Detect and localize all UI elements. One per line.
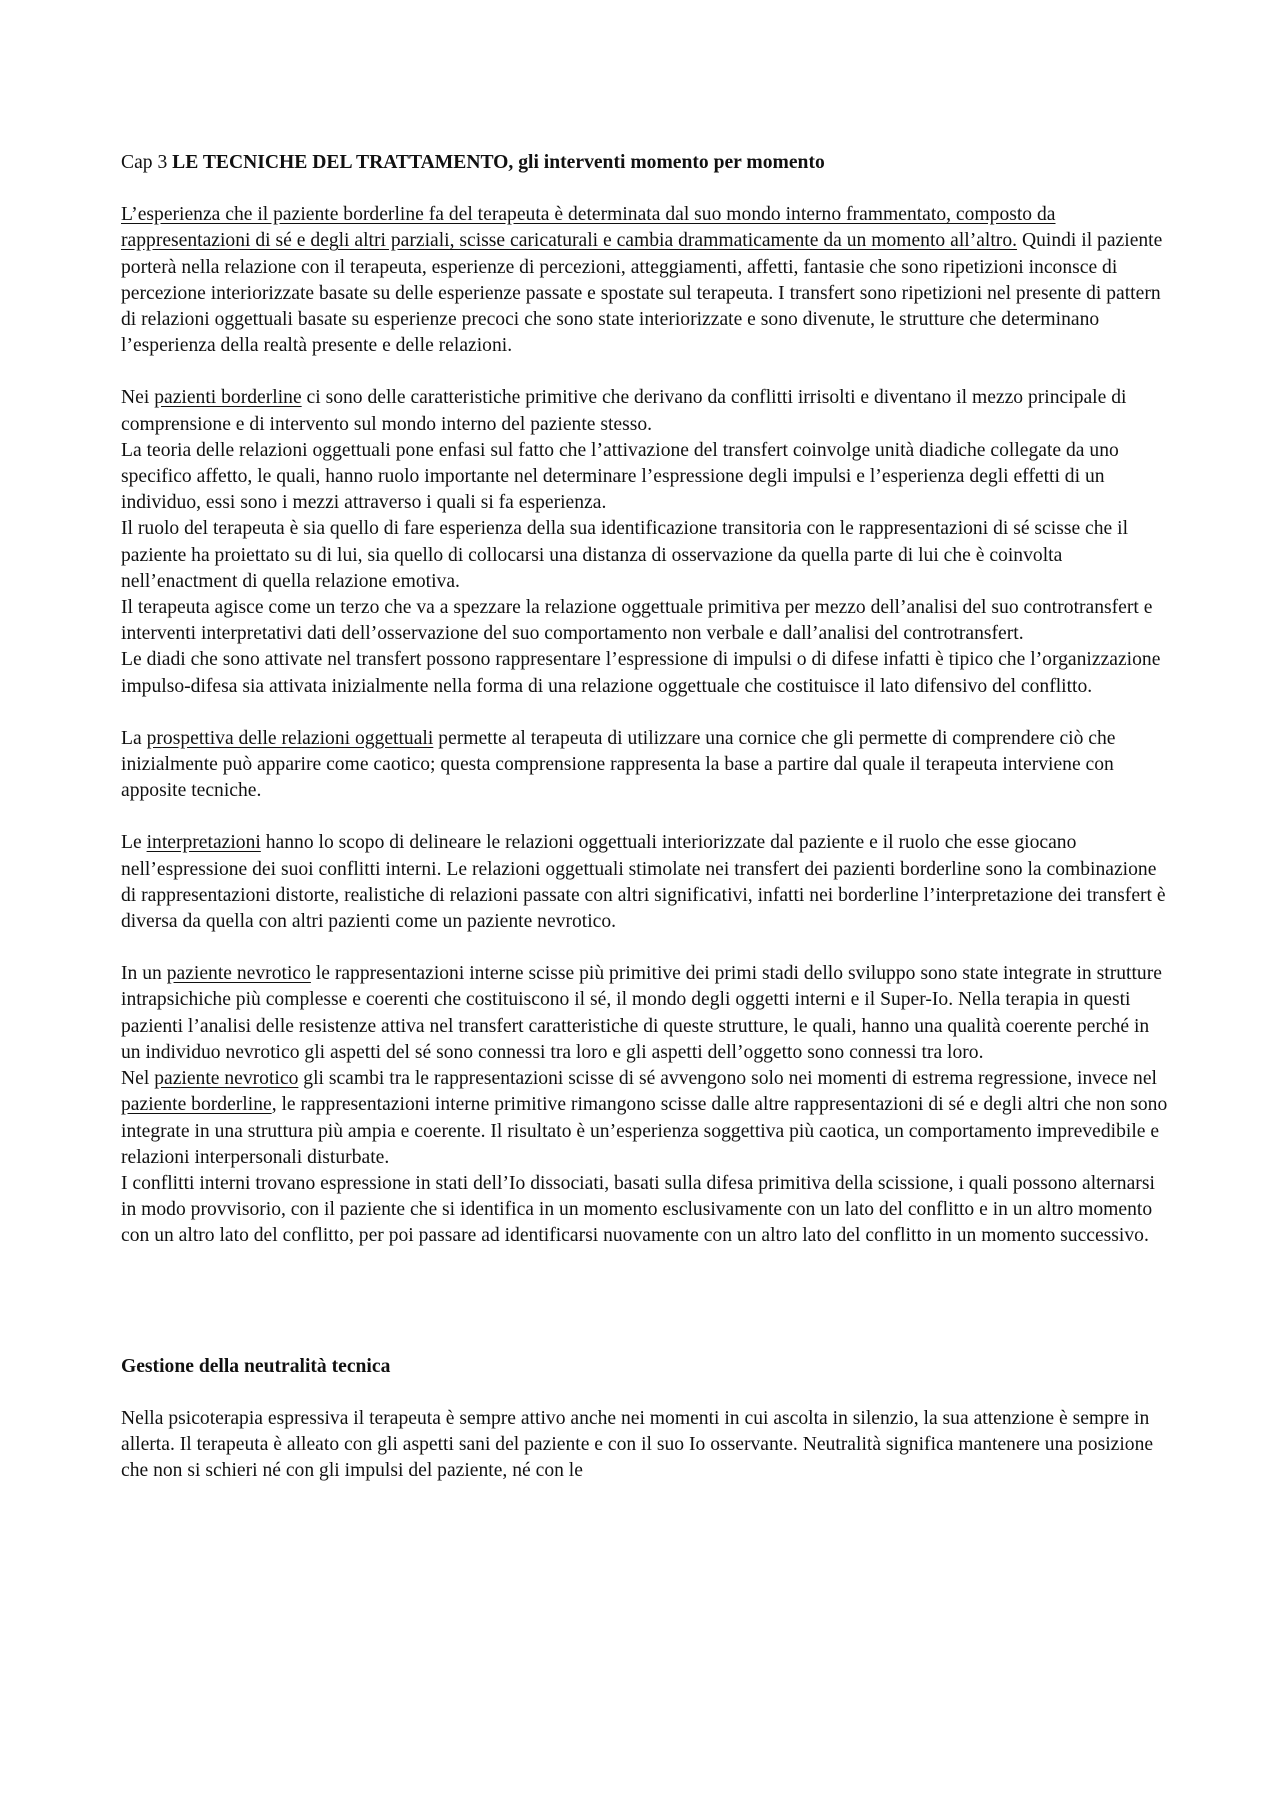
paragraph-text: La <box>121 727 147 749</box>
underlined-term: paziente nevrotico <box>154 1068 299 1090</box>
paragraph-text: gli scambi tra le rappresentazioni scisse di sé avvengono solo nei momenti di estrema regressione, invece nel <box>298 1068 1157 1090</box>
chapter-prefix: Cap 3 <box>121 152 173 173</box>
paragraph-text: Quindi il paziente porterà nella relazione con il terapeuta, esperienze di percezioni, atteggiamenti, affetti, fantasie che sono ripetizioni inconsce di percezione interiorizzate basate su delle esperienze passate e spostate sul terapeuta. I transfert sono ripetizioni nel presente di pattern di relazioni oggettuali basate su esperienze precoci che sono state interiorizzate e sono divenute, le strutture che determinano l’esperienza della realtà presente e delle relazioni. <box>121 230 1163 357</box>
paragraph-8 <box>121 830 1171 935</box>
paragraph-6: Le diadi che sono attivate nel transfert possono rappresentare l’espressione di impulsi o di difese infatti è tipico che l’organizzazione impulso-difesa sia attivata inizialmente nella forma di una relazione oggettuale che costituisce il lato difensivo del conflitto. <box>121 649 1161 697</box>
paragraph-9 <box>121 961 1171 1066</box>
paragraph-10 <box>121 1066 1171 1171</box>
paragraph-text: In un <box>121 963 167 985</box>
chapter-title-bold: LE TECNICHE DEL TRATTAMENTO, gli interventi momento per momento <box>172 152 825 173</box>
chapter-title <box>121 150 1171 176</box>
paragraph-4: Il ruolo del terapeuta è sia quello di fare esperienza della sua identificazione transitoria con le rappresentazioni di sé scisse che il paziente ha proiettato su di lui, sia quello di collocarsi una distanza di osservazione da quella parte di lui che è coinvolta nell’enactment di quella relazione emotiva. <box>121 518 1129 592</box>
paragraph-11: I conflitti interni trovano espressione in stati dell’Io dissociati, basati sulla difesa primitiva della scissione, i quali possono alternarsi in modo provvisorio, con il paziente che si identifica in un momento esclusivamente con un lato del conflitto e in un altro momento con un altro lato del conflitto, per poi passare ad identificarsi nuovamente con un altro lato del conflitto in un momento successivo. <box>121 1172 1155 1247</box>
section-paragraph-1: Nella psicoterapia espressiva il terapeuta è sempre attivo anche nei momenti in cui ascolta in silenzio, la sua attenzione è sempre in allerta. Il terapeuta è alleato con gli aspetti sani del paziente e con il suo Io osservante. Neutralità significa mantenere una posizione che non si schieri né con gli impulsi del paziente, né con le <box>121 1407 1154 1482</box>
underlined-term: prospettiva delle relazioni oggettuali <box>146 727 434 749</box>
underlined-term: pazienti borderline <box>154 387 302 409</box>
document-body <box>121 150 1171 1484</box>
paragraph-text: Nel <box>121 1068 155 1090</box>
paragraph-text: , le rappresentazioni interne primitive rimangono scisse dalle altre rappresentazioni di sé e degli altri che non sono integrate in una struttura più ampia e coerente. Il risultato è un’esperienza soggettiva più caotica, un comportamento imprevedibile e relazioni interpersonali disturbate. <box>121 1094 1168 1168</box>
paragraph-7 <box>121 726 1171 805</box>
paragraph-text: le rappresentazioni interne scisse più primitive dei primi stadi dello sviluppo sono state integrate in strutture intrapsichiche più complesse e coerenti che costituiscono il sé, il mondo degli oggetti interni e il Super-Io. Nella terapia in questi pazienti l’analisi delle resistenze attiva nel transfert caratteristiche di queste strutture, le quali, hanno una qualità coerente perché in un individuo nevrotico gli aspetti del sé sono connessi tra loro e gli aspetti dell’oggetto sono connessi tra loro. <box>121 963 1162 1063</box>
paragraph-text: ci sono delle caratteristiche primitive che derivano da conflitti irrisolti e diventano il mezzo principale di comprensione e di intervento sul mondo interno del paziente stesso. <box>121 387 1127 435</box>
paragraph-text: Le <box>121 832 147 854</box>
paragraph-text: permette al terapeuta di utilizzare una cornice che gli permette di comprendere ciò che inizialmente può apparire come caotico; questa comprensione rappresenta la base a partire dal quale il terapeuta interviene con apposite tecniche. <box>121 727 1116 802</box>
underlined-term: paziente nevrotico <box>166 963 311 985</box>
paragraph-text: hanno lo scopo di delineare le relazioni oggettuali interiorizzate dal paziente e il ruolo che esse giocano nell’espressione dei suoi conflitti interni. Le relazioni oggettuali stimolate nei transfert dei pazienti borderline sono la combinazione di rappresentazioni distorte, realistiche di relazioni passate con altri significativi, infatti nei borderline l’interpretazione dei transfert è diversa da quella con altri pazienti come un paziente nevrotico. <box>121 832 1166 933</box>
paragraph-text: Nei <box>121 387 155 409</box>
section-heading: Gestione della neutralità tecnica <box>121 1355 391 1377</box>
underlined-term: paziente borderline <box>121 1094 272 1116</box>
paragraph-1 <box>121 202 1171 359</box>
underlined-term: interpretazioni <box>146 832 261 854</box>
paragraph-2 <box>121 385 1171 437</box>
paragraph-3: La teoria delle relazioni oggettuali pone enfasi sul fatto che l’attivazione del transfert coinvolge unità diadiche collegate da uno specifico affetto, le quali, hanno ruolo importante nel determinare l’espressione degli impulsi e l’esperienza degli effetti di un individuo, essi sono i mezzi attraverso i quali si fa esperienza. <box>121 439 1119 514</box>
underlined-passage: L’esperienza che il paziente borderline fa del terapeuta è determinata dal suo mondo interno frammentato, composto da rappresentazioni di sé e degli altri parziali, scisse caricaturali e cambia drammaticamente da un momento all’altro. <box>121 204 1056 252</box>
paragraph-5: Il terapeuta agisce come un terzo che va a spezzare la relazione oggettuale primitiva per mezzo dell’analisi del suo controtransfert e interventi interpretativi dati dell’osservazione del suo comportamento non verbale e dall’analisi del controtransfert. <box>121 597 1153 645</box>
